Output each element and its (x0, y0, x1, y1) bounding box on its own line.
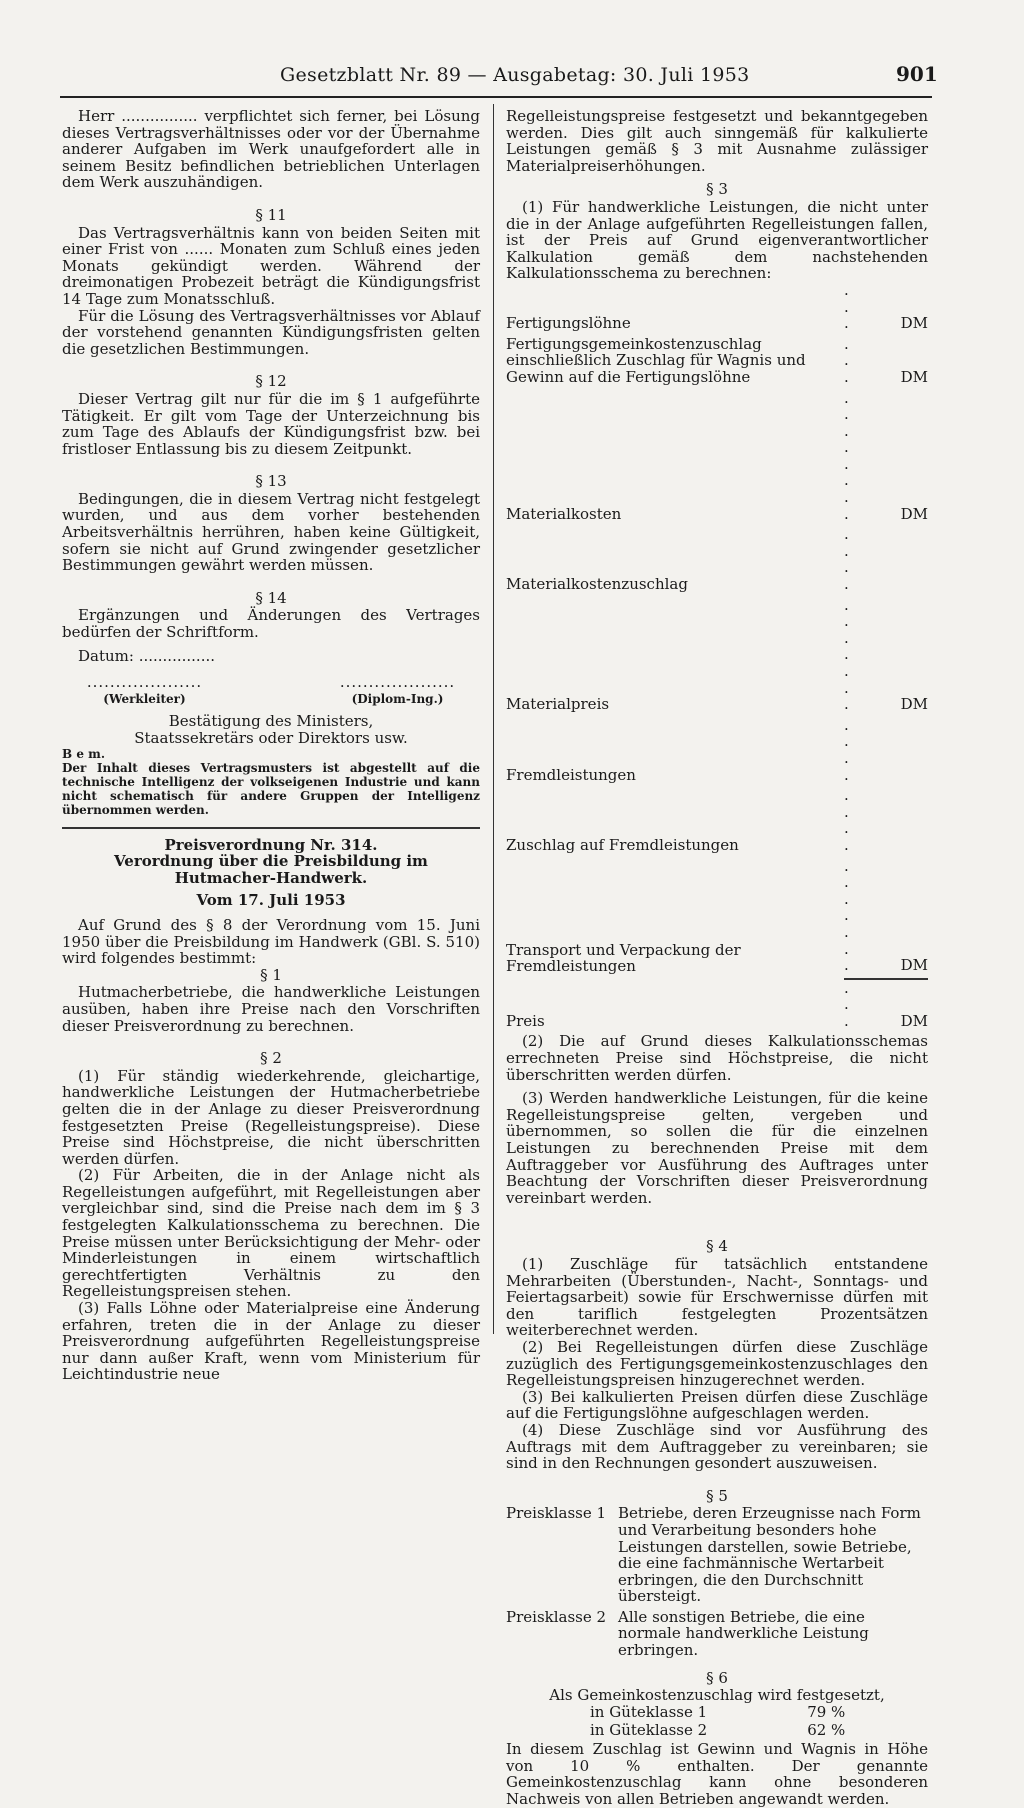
table-row (506, 858, 928, 979)
table-row (506, 336, 928, 390)
right-column (506, 108, 928, 1807)
remark-label: B e m. (62, 746, 106, 761)
remark-text: Der Inhalt dieses Vertragsmusters ist abgestellt auf die technische Intelligenz der volkseigenen Industrie und kann nicht schematisch für andere Gruppen der Intelligenz übernommen werden. (62, 760, 480, 817)
section-12-title: § 12 (255, 372, 287, 391)
calc-unit: DM (900, 504, 928, 523)
section-6-intro: Als Gemeinkostenzuschlag wird festgesetzt, (549, 1686, 885, 1705)
page-header (0, 60, 1024, 100)
quality-class-label: in Güteklasse 2 (590, 1721, 708, 1740)
signature-row (62, 674, 480, 707)
table-row (506, 390, 928, 527)
calc-unit (858, 526, 928, 596)
calc-total-label: Preis (506, 1011, 545, 1030)
calc-total-dots: . . . (844, 979, 858, 1034)
calc-label: Fremdleistungen (506, 765, 636, 784)
section-3-paragraph-1: (1) Für handwerkliche Leistungen, die nicht unter die in der Anlage aufgeführten Regelleistungen fallen, ist der Preis auf Grund eigenverantwortlicher Kalkulation gemäß dem nachstehenden Kalkulationsschema zu berechnen: (506, 197, 928, 283)
calc-unit: DM (900, 367, 928, 386)
ordinance-intro: Auf Grund des § 8 der Verordnung vom 15. Juni 1950 über die Preisbildung im Handwerk (GBl. S. 510) wird folgendes bestimmt: (62, 915, 480, 968)
section-11-paragraph-2: Für die Lösung des Vertragsverhältnisses vor Ablauf der vorstehend genannten Kündigungsfristen gelten die gesetzlichen Bestimmungen. (62, 306, 480, 358)
page-number: 901 (896, 62, 938, 86)
table-row (506, 1609, 928, 1663)
signature-caption: (Diplom-Ing.) (351, 691, 444, 706)
calc-dots: . . . . (844, 715, 849, 784)
price-class-table (506, 1505, 928, 1662)
price-class-label: Preisklasse 2 (506, 1607, 607, 1626)
calc-unit: DM (900, 956, 928, 975)
section-14-paragraph-1: Ergänzungen und Änderungen des Vertrages bedürfen der Schriftform. (62, 606, 480, 642)
calc-unit (858, 717, 928, 787)
quality-class-table (590, 1704, 845, 1741)
section-4-paragraph-2: (2) Bei Regelleistungen dürfen diese Zuschläge zuzüglich des Fertigungsgemeinkostenzuschlages den Regelleistungspreisen hinzugerechnet werden. (506, 1337, 928, 1390)
ordinance-subtitle: Verordnung über die Preisbildung im Hutmacher-Handwerk. (114, 852, 428, 887)
signature-werkleiter (62, 674, 227, 707)
price-class-text: Betriebe, deren Erzeugnisse nach Form und Verarbeitung besonders hohe Leistungen darstellen, sowie Betriebe, die eine fachmännische Wertarbeit erbringen, die den Durchschnitt übersteigt. (618, 1504, 921, 1606)
intro-paragraph: Herr ................ verpflichtet sich ferner, bei Lösung dieses Vertragsverhältnisses oder vor der Übernahme anderer Aufgaben im Werk unaufgefordert alle in seinem Besitz befindlichen betrieblichen Unterlagen dem Werk auszuhändigen. (62, 107, 480, 192)
date-line: Datum: ................ (78, 646, 215, 665)
calc-dots: . . . . (844, 525, 849, 594)
calc-dots: . . . (844, 280, 849, 333)
section-2-paragraph-1: (1) Für ständig wiederkehrende, gleichartige, handwerkliche Leistungen der Hutmacherbetriebe gelten die in der Anlage zu dieser Preisverordnung festgesetzten Preise (Regelleistungspreise). Diese Preise sind Höchstpreise, die nicht überschritten werden dürfen. (62, 1066, 480, 1168)
section-separator (62, 827, 480, 829)
table-row-total (506, 979, 928, 1034)
section-3-paragraph-2: (2) Die auf Grund dieses Kalkulationsschemas errechneten Preise sind Höchstpreise, die nicht überschritten werden dürfen. (506, 1032, 928, 1084)
confirmation-line-2: Staatssekretärs oder Direktors usw. (134, 729, 408, 747)
calc-dots: . . . . . . . . (844, 388, 849, 523)
section-6-paragraph-2: In diesem Zuschlag ist Gewinn und Wagnis in Höhe von 10 % enthalten. Der genannte Gemeinkostenzuschlag kann ohne besonderen Nachweis von allen Betrieben angewandt werden. (506, 1740, 928, 1808)
table-row (506, 597, 928, 717)
table-row (506, 282, 928, 336)
calc-unit: DM (900, 695, 928, 714)
ordinance-date: Vom 17. Juli 1953 (196, 891, 346, 910)
section-13-title: § 13 (255, 472, 287, 491)
table-row (506, 1505, 928, 1609)
section-1-paragraph-1: Hutmacherbetriebe, die handwerkliche Leistungen ausüben, haben ihre Preise nach den Vorschriften dieser Preisverordnung zu berechnen. (62, 983, 480, 1035)
table-row (506, 526, 928, 596)
section-11-title: § 11 (255, 205, 287, 224)
confirmation-line-1: Bestätigung des Ministers, (168, 712, 374, 731)
section-12-paragraph-1: Dieser Vertrag gilt nur für die im § 1 aufgeführte Tätigkeit. Er gilt vom Tage der Unterzeichnung bis zum Tage des Ablaufs der Kündigungsfrist bzw. bei fristloser Entlassung bis zu diesem Zeitpunkt. (62, 389, 480, 458)
signature-line: .................... (86, 673, 203, 692)
section-4-paragraph-1: (1) Zuschläge für tatsächlich entstandene Mehrarbeiten (Überstunden-, Nacht-, Sonntags- und Feiertagsarbeit) sowie für Erschwernisse dürfen mit den tariflich festgelegten Prozentsätzen weiterberechnet werden. (506, 1255, 928, 1340)
section-3-title: § 3 (706, 180, 728, 199)
calc-label: Materialpreis (506, 695, 610, 714)
section-4-paragraph-3: (3) Bei kalkulierten Preisen dürfen diese Zuschläge auf die Fertigungslöhne aufgeschlagen werden. (506, 1387, 928, 1423)
section-5-title: § 5 (706, 1486, 728, 1505)
header-rule (60, 96, 932, 98)
section-2-paragraph-2: (2) Für Arbeiten, die in der Anlage nicht als Regelleistungen aufgeführt, mit Regelleistungen aber vergleichbar sind, sind die Preise nach dem im § 3 festgelegten Kalkulationsschema zu berechnen. Die Preise müssen unter Berücksichtigung der Mehr- oder Minderleistungen in einem wirtschaftlich gerechtfertigten Verhältnis zu den Regelleistungspreisen stehen. (62, 1166, 480, 1301)
calc-label: Zuschlag auf Fremdleistungen (506, 835, 739, 854)
calc-label: Fertigungsgemeinkostenzuschlag einschließlich Zuschlag für Wagnis und Gewinn auf die Fertigungslöhne (506, 334, 806, 386)
quality-class-label: in Güteklasse 1 (590, 1702, 708, 1721)
calc-label: Materialkostenzuschlag (506, 575, 688, 594)
quality-class-value: 79 % (807, 1702, 846, 1721)
continuation-paragraph: Regelleistungspreise festgesetzt und bekanntgegeben werden. Dies gilt auch sinngemäß für kalkulierte Leistungen gemäß § 3 mit Ausnahme zulässiger Materialpreiserhöhungen. (506, 107, 928, 175)
section-4-paragraph-4: (4) Diese Zuschläge sind vor Ausführung des Auftrags mit dem Auftraggeber zu vereinbaren; sie sind in den Rechnungen gesondert auszuweisen. (506, 1420, 928, 1473)
gazette-title: Gesetzblatt Nr. 89 — Ausgabetag: 30. Juli 1953 (280, 64, 750, 86)
section-1-title: § 1 (260, 965, 282, 984)
calc-label: Fertigungslöhne (506, 314, 631, 333)
signature-line: .................... (339, 673, 456, 692)
column-divider (493, 104, 494, 1334)
price-class-label: Preisklasse 1 (506, 1504, 607, 1523)
calc-label: Transport und Verpackung der Fremdleistungen (506, 940, 741, 976)
signature-caption: (Werkleiter) (103, 691, 186, 706)
section-6-title: § 6 (706, 1668, 728, 1687)
calc-dots: . . . . (844, 786, 849, 854)
section-2-title: § 2 (260, 1049, 282, 1068)
section-13-paragraph-1: Bedingungen, die in diesem Vertrag nicht festgelegt wurden, und aus dem vorher bestehenden Arbeitsverhältnis herrühren, haben keine Gültigkeit, sofern sie nicht auf Grund zwingender gesetzlicher Bestimmungen gewährt werden müssen. (62, 489, 480, 575)
price-class-text: Alle sonstigen Betriebe, die eine normale handwerkliche Leistung erbringen. (618, 1607, 869, 1660)
section-2-paragraph-3: (3) Falls Löhne oder Materialpreise eine Änderung erfahren, treten die in der Anlage zu dieser Preisverordnung aufgeführten Regelleistungspreise nur dann außer Kraft, wenn vom Ministerium für Leichtindustrie neue (62, 1299, 480, 1384)
section-14-title: § 14 (255, 588, 287, 607)
table-row (590, 1722, 845, 1741)
calc-total-unit: DM (858, 979, 928, 1034)
calc-dots: . . . . . . . (844, 856, 849, 975)
table-row (590, 1704, 845, 1723)
calc-dots: . . . . . . . (844, 595, 849, 714)
calc-dots: . . . (844, 334, 849, 386)
signature-diplom-ing (315, 674, 480, 707)
calc-unit (858, 787, 928, 857)
calc-label: Materialkosten (506, 504, 622, 523)
calc-unit: DM (900, 314, 928, 333)
section-11-paragraph-1: Das Vertragsverhältnis kann von beiden Seiten mit einer Frist von ...... Monaten zum Schluß eines jeden Monats gekündigt werden. Während der dreimonatigen Probezeit beträgt die Kündigungsfrist 14 Tage zum Monatsschluß. (62, 223, 480, 308)
table-row (506, 787, 928, 857)
quality-class-value: 62 % (807, 1721, 846, 1740)
table-row (506, 717, 928, 787)
calculation-schema-table (506, 282, 928, 1034)
ordinance-title: Preisverordnung Nr. 314. (164, 835, 378, 854)
left-column (62, 108, 480, 1383)
section-4-title: § 4 (706, 1237, 728, 1256)
section-3-paragraph-3: (3) Werden handwerkliche Leistungen, für die keine Regelleistungspreise gelten, vergeben und übernommen, so sollen die für die einzelnen Leistungen zu berechnenden Preise mit dem Auftraggeber vor Ausführung des Auftrages unter Beachtung der Vorschriften dieser Preisverordnung vereinbart werden. (506, 1089, 928, 1207)
